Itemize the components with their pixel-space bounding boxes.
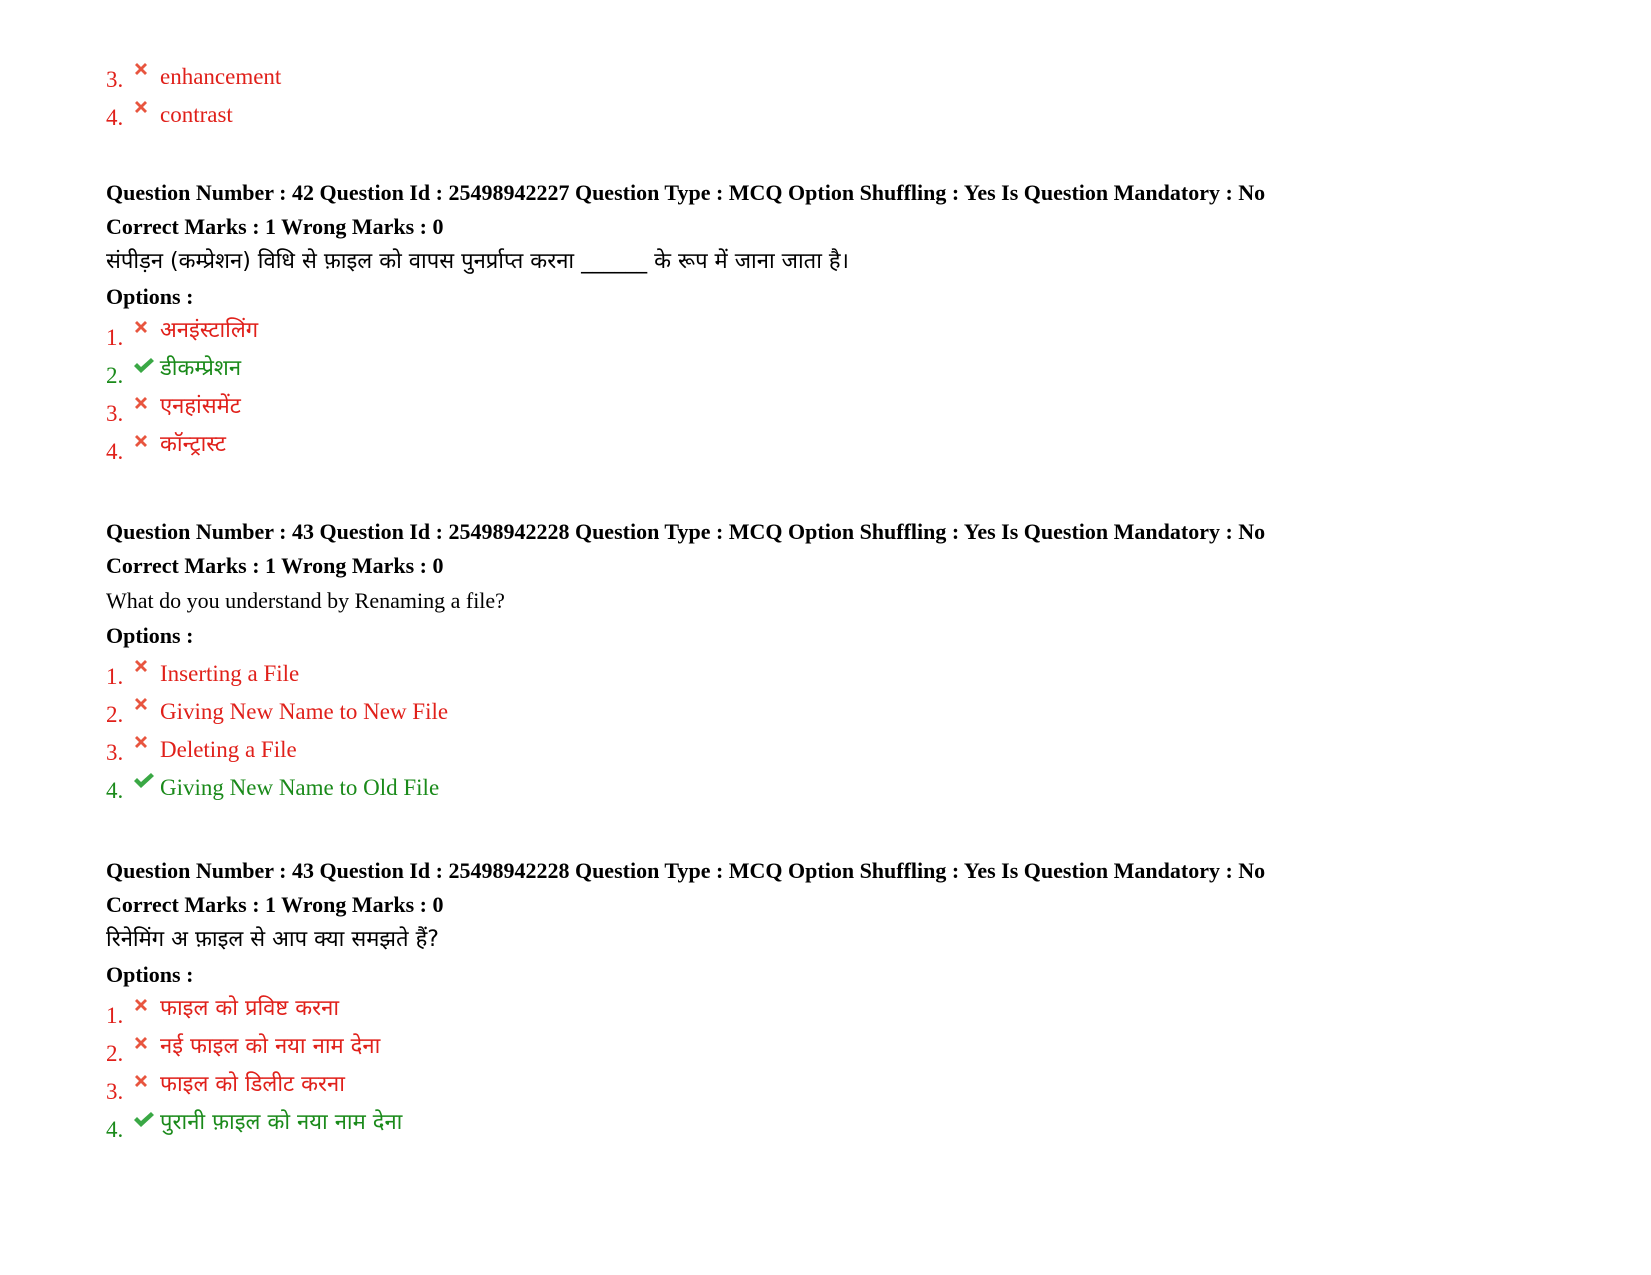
option-text: फाइल को डिलीट करना <box>160 1072 345 1097</box>
option-text: Giving New Name to New File <box>160 699 449 724</box>
options-label: Options : <box>106 623 194 648</box>
option-text: अनइंस्टालिंग <box>160 318 259 343</box>
option-number: 4. <box>106 1117 124 1142</box>
option-item <box>106 657 1586 695</box>
cross-icon <box>130 657 160 679</box>
check-icon <box>130 771 160 793</box>
option-item <box>106 1110 1586 1148</box>
options-label: Options : <box>106 284 194 309</box>
option-number: 1. <box>106 325 124 350</box>
option-text: contrast <box>160 102 233 127</box>
cross-icon <box>130 1072 160 1094</box>
options-label: Options : <box>106 962 194 987</box>
option-number: 2. <box>106 1041 124 1066</box>
question-block-43-en <box>106 515 1586 809</box>
option-text: एनहांसमेंट <box>160 394 241 419</box>
option-text: कॉन्ट्रास्ट <box>160 432 226 457</box>
question-block-42 <box>106 176 1586 470</box>
cross-icon <box>130 318 160 340</box>
option-text: Inserting a File <box>160 661 300 686</box>
option-number: 4. <box>106 439 124 464</box>
cross-icon <box>130 996 160 1018</box>
option-item <box>106 98 1586 136</box>
option-text: डीकम्प्रेशन <box>160 356 242 381</box>
option-number: 2. <box>106 363 124 388</box>
cross-icon <box>130 98 160 120</box>
answer-key-page <box>106 60 1586 1148</box>
question-block-43-hi <box>106 854 1586 1148</box>
option-item <box>106 1072 1586 1110</box>
check-icon <box>130 1110 160 1132</box>
option-text: Deleting a File <box>160 737 297 762</box>
cross-icon <box>130 394 160 416</box>
question-header: Question Number : 43 Question Id : 25498942228 Question Type : MCQ Option Shuffling : Yes Is Question Mandatory : No <box>106 519 1266 544</box>
option-number: 4. <box>106 105 124 130</box>
option-item <box>106 996 1586 1034</box>
cross-icon <box>130 1034 160 1056</box>
check-icon <box>130 356 160 378</box>
option-number: 4. <box>106 778 124 803</box>
option-item <box>106 318 1586 356</box>
cross-icon <box>130 733 160 755</box>
option-item <box>106 356 1586 394</box>
option-number: 3. <box>106 1079 124 1104</box>
option-number: 3. <box>106 401 124 426</box>
previous-options <box>106 60 1586 136</box>
question-header: Question Number : 42 Question Id : 25498942227 Question Type : MCQ Option Shuffling : Yes Is Question Mandatory : No <box>106 180 1266 205</box>
option-item <box>106 432 1586 470</box>
option-text: नई फाइल को नया नाम देना <box>160 1034 381 1059</box>
cross-icon <box>130 432 160 454</box>
option-number: 3. <box>106 67 124 92</box>
question-text: रिनेमिंग अ फ़ाइल से आप क्या समझते हैं? <box>106 927 439 952</box>
option-number: 1. <box>106 1003 124 1028</box>
option-item <box>106 771 1586 809</box>
question-text: संपीड़न (कम्प्रेशन) विधि से फ़ाइल को वापस पुनर्प्राप्त करना ______ के रूप में जाना जाता है। <box>106 249 849 274</box>
option-number: 3. <box>106 740 124 765</box>
cross-icon <box>130 60 160 82</box>
option-number: 1. <box>106 664 124 689</box>
option-item <box>106 60 1586 98</box>
question-marks: Correct Marks : 1 Wrong Marks : 0 <box>106 214 444 239</box>
question-marks: Correct Marks : 1 Wrong Marks : 0 <box>106 892 444 917</box>
question-header: Question Number : 43 Question Id : 25498942228 Question Type : MCQ Option Shuffling : Yes Is Question Mandatory : No <box>106 858 1266 883</box>
option-text: फाइल को प्रविष्ट करना <box>160 996 340 1021</box>
option-item <box>106 733 1586 771</box>
question-text: What do you understand by Renaming a file? <box>106 588 505 613</box>
question-marks: Correct Marks : 1 Wrong Marks : 0 <box>106 553 444 578</box>
option-item <box>106 1034 1586 1072</box>
option-text: enhancement <box>160 64 282 89</box>
option-text: पुरानी फ़ाइल को नया नाम देना <box>160 1110 403 1135</box>
option-text: Giving New Name to Old File <box>160 775 440 800</box>
option-number: 2. <box>106 702 124 727</box>
option-item <box>106 394 1586 432</box>
option-item <box>106 695 1586 733</box>
cross-icon <box>130 695 160 717</box>
